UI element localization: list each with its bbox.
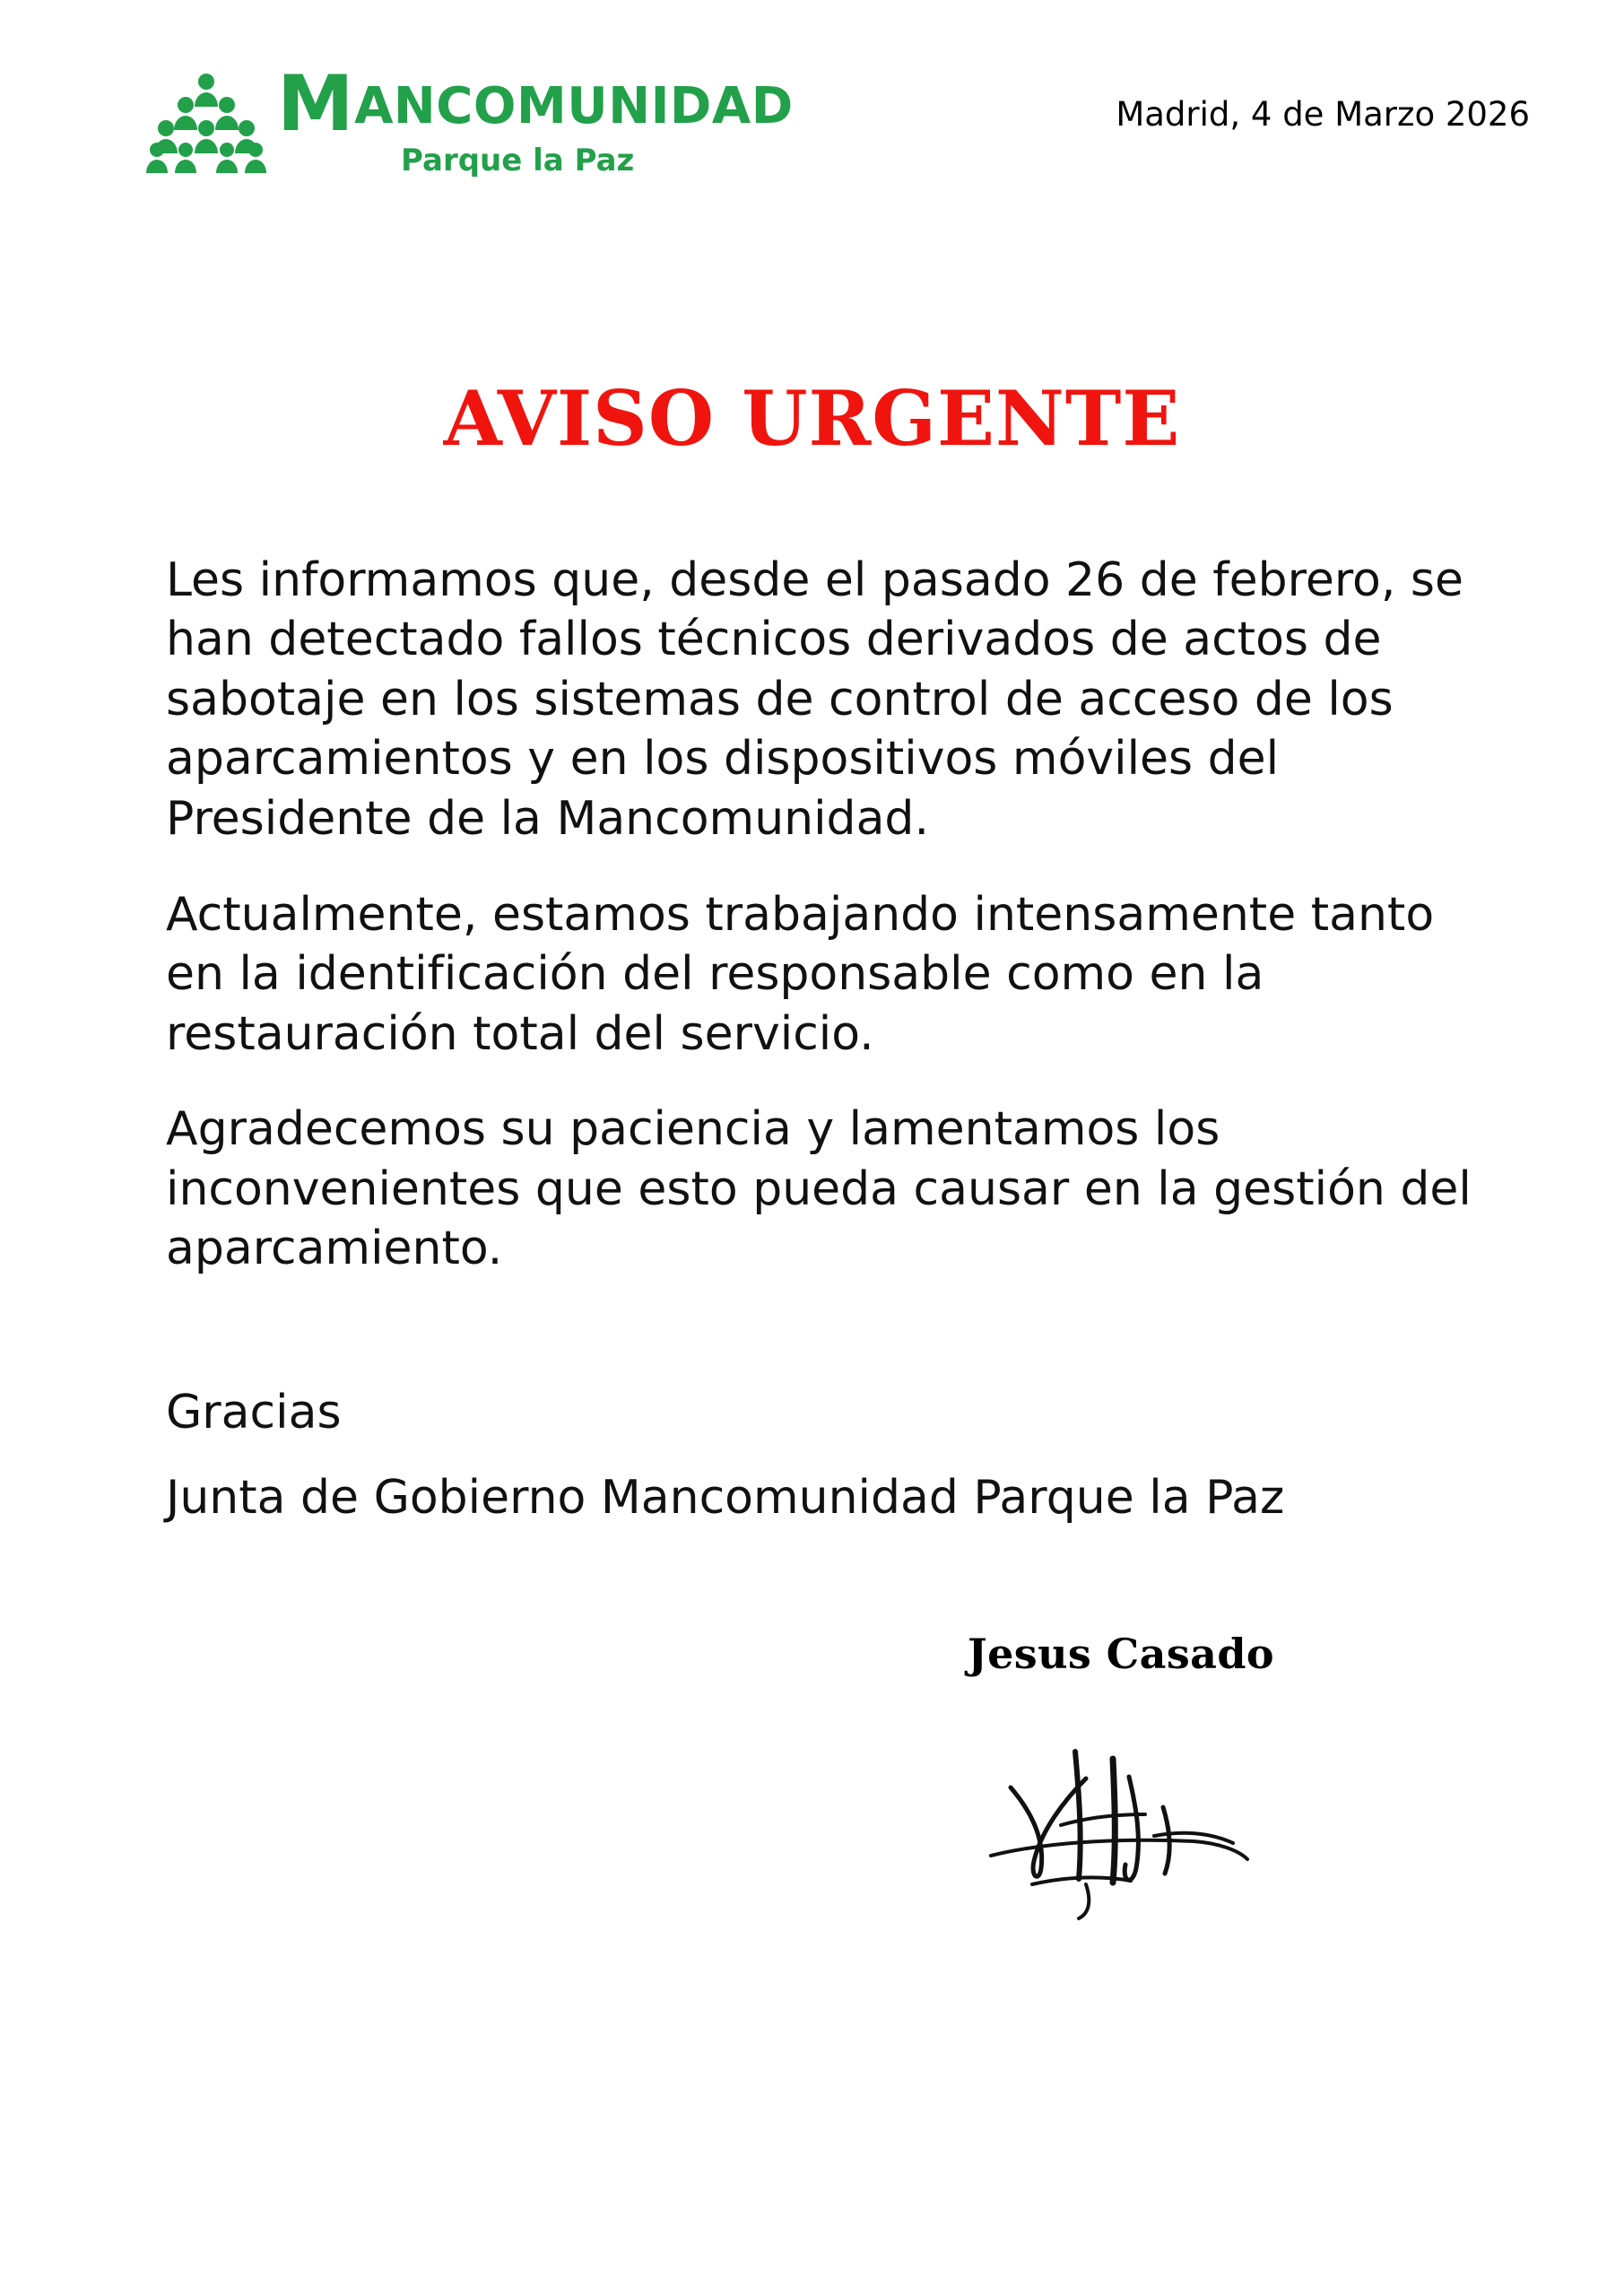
- signature-block: [166, 1630, 1489, 1935]
- organization-name-initial: M: [277, 59, 355, 149]
- document-date: Madrid, 4 de Marzo 2026: [1116, 95, 1530, 134]
- organization-name-block: [277, 59, 794, 178]
- people-group-pyramid-icon: [139, 71, 274, 177]
- paragraph: Les informamos que, desde el pasado 26 de febrero, se han detectado fallos técnicos derivados de actos de sabotaje en los sistemas de control de acceso de los aparcamientos y en los dispositivos móviles del Presidente de la Mancomunidad.: [166, 552, 1464, 846]
- page-title: AVISO URGENTE: [443, 373, 1181, 463]
- document-header: [0, 0, 1624, 178]
- organization-name-main: ANCOMUNIDAD: [354, 77, 794, 135]
- paragraph: Actualmente, estamos trabajando intensamente tanto en la identificación del responsable como en la restauración total del servicio.: [166, 887, 1435, 1061]
- closing-thanks: Gracias: [166, 1385, 342, 1439]
- spacer: [166, 1315, 1489, 1383]
- organization-name: [277, 59, 794, 149]
- document-body: [0, 551, 1624, 1935]
- signer-name: Jesus Casado: [967, 1630, 1274, 1678]
- paragraph: Agradecemos su paciencia y lamentamos los inconvenientes que esto pueda causar en la gestión del aparcamiento.: [166, 1102, 1472, 1276]
- closing-signatory-body: Junta de Gobierno Mancomunidad Parque la Paz: [166, 1471, 1285, 1526]
- handwritten-signature-icon: [978, 1725, 1274, 1931]
- organization-logo: [139, 59, 794, 178]
- organization-subtitle: Parque la Paz: [401, 142, 635, 178]
